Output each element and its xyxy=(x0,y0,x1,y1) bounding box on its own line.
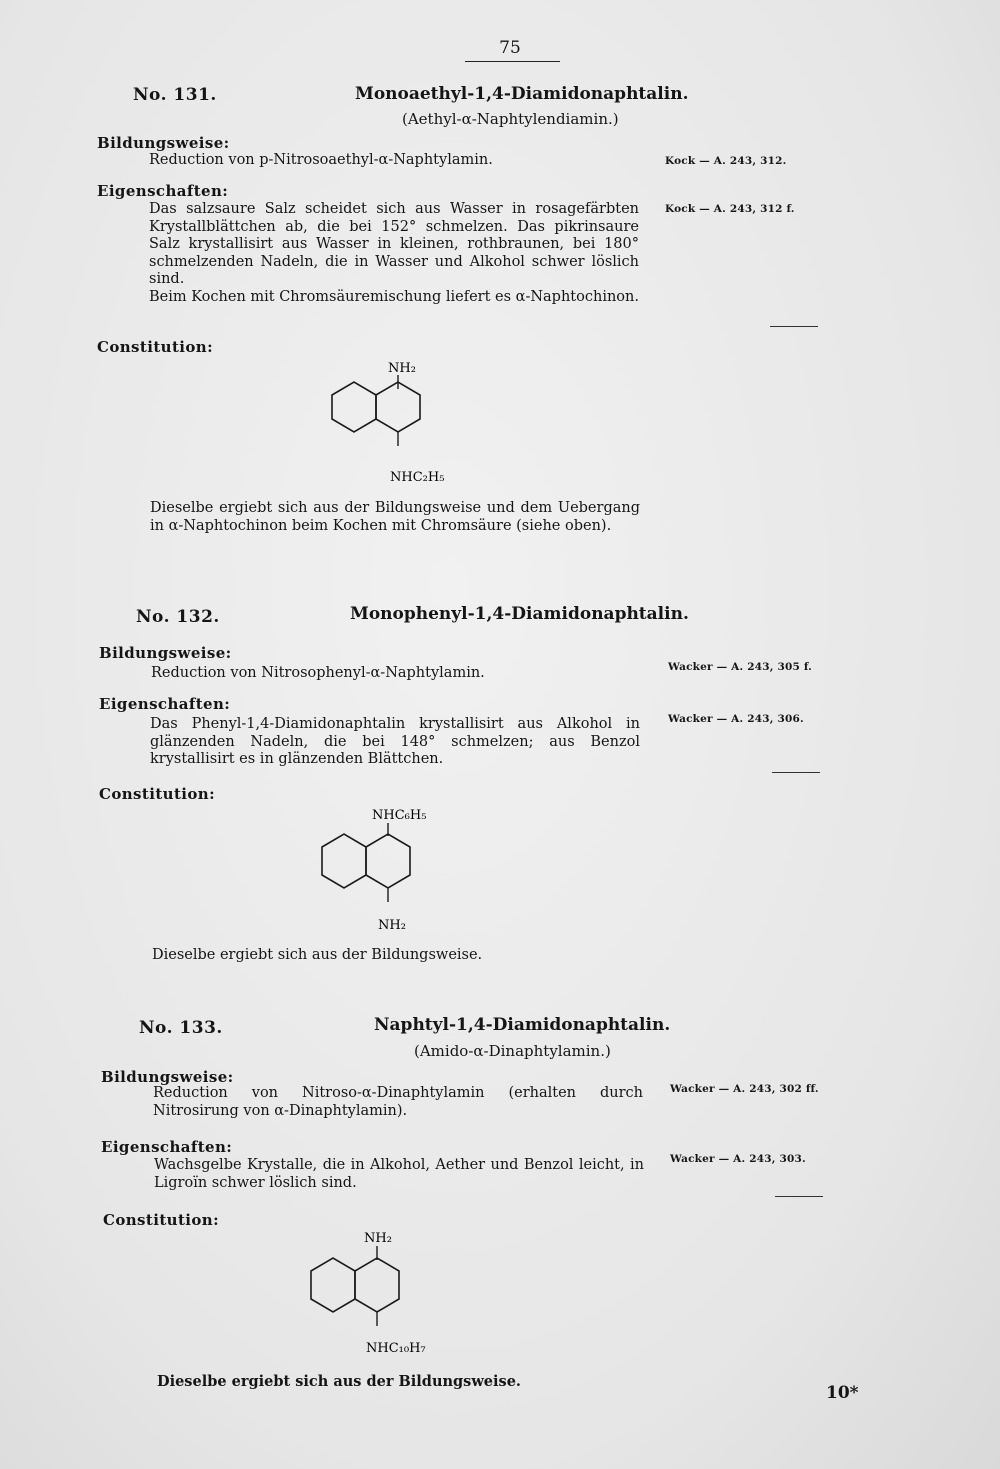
eigen-ref-131: Kock — A. 243, 312 f. xyxy=(665,203,795,215)
formula-top-132: NHC₆H₅ xyxy=(372,808,427,823)
eigen-text-132: Das Phenyl-1,4-Diamidonaphtalin krystallisirt aus Alkohol in glänzenden Nadeln, die bei 148° schmelzen; aus Benzol krystallisirt es in glänzenden Blättchen. xyxy=(150,716,640,767)
entry-number-133: No. 133. xyxy=(139,1018,223,1038)
eigen-label-131: Eigenschaften: xyxy=(97,182,229,200)
note-131: Dieselbe ergiebt sich aus der Bildungsweise und dem Uebergang in α-Naphtochinon beim Kochen mit Chromsäure (siehe oben). xyxy=(150,500,640,534)
naphthalene-ring-left xyxy=(332,382,376,432)
const-label-131: Constitution: xyxy=(97,338,214,356)
eigen-ref-133: Wacker — A. 243, 303. xyxy=(670,1153,806,1165)
formula-top-131: NH₂ xyxy=(388,361,416,376)
bildung-label-133: Bildungsweise: xyxy=(101,1068,234,1086)
bildung-text-132: Reduction von Nitrosophenyl-α-Naphtylamin. xyxy=(151,665,485,681)
entry-subtitle-131: (Aethyl-α-Naphtylendiamin.) xyxy=(402,110,619,128)
formula-bottom-131: NHC₂H₅ xyxy=(390,470,445,485)
note-132: Dieselbe ergiebt sich aus der Bildungsweise. xyxy=(152,947,483,963)
bildung-label-131: Bildungsweise: xyxy=(97,134,230,152)
naphthalene-ring-left xyxy=(322,834,366,888)
naphthalene-ring-right xyxy=(366,834,410,888)
header-rule xyxy=(465,61,560,62)
entry-number-131: No. 131. xyxy=(133,85,217,105)
entry-title-132: Monophenyl-1,4-Diamidonaphtalin. xyxy=(350,604,689,624)
section-rule-132 xyxy=(772,772,820,773)
structure-diagram-132 xyxy=(310,803,480,943)
section-rule-131 xyxy=(770,326,818,327)
bildung-text-133: Reduction von Nitroso-α-Dinaphtylamin (erhalten durch Nitrosirung von α-Dinaphtylamin). xyxy=(153,1085,643,1119)
section-rule-133 xyxy=(775,1196,823,1197)
eigen-text-131: Das salzsaure Salz scheidet sich aus Wasser in rosagefärbten Krystallblättchen ab, die bei 152° schmelzen. Das pikrinsaure Salz krystallisirt aus Wasser in kleinen, rothbraunen, bei 180° schmelzenden Nadeln, die in Wasser und Alkohol schwer löslich sind. xyxy=(149,201,639,287)
note-133: Dieselbe ergiebt sich aus der Bildungsweise. xyxy=(157,1373,521,1390)
const-label-133: Constitution: xyxy=(103,1211,220,1229)
formula-top-133: NH₂ xyxy=(364,1231,392,1246)
bildung-ref-131: Kock — A. 243, 312. xyxy=(665,155,787,167)
entry-subtitle-133: (Amido-α-Dinaphtylamin.) xyxy=(414,1042,611,1060)
bildung-ref-133: Wacker — A. 243, 302 ff. xyxy=(670,1083,819,1095)
naphthalene-ring-left xyxy=(311,1258,355,1312)
bildung-text-131: Reduction von p-Nitrosoaethyl-α-Naphtylamin. xyxy=(149,152,493,168)
bildung-ref-132: Wacker — A. 243, 305 f. xyxy=(668,661,813,673)
signature-mark: 10* xyxy=(826,1383,859,1403)
naphthalene-ring-right xyxy=(376,382,420,432)
page-number: 75 xyxy=(499,38,521,58)
const-label-132: Constitution: xyxy=(99,785,216,803)
structure-diagram-131 xyxy=(320,355,480,495)
eigen-label-133: Eigenschaften: xyxy=(101,1138,233,1156)
eigen-text2-131: Beim Kochen mit Chromsäuremischung liefert es α-Naphtochinon. xyxy=(149,289,639,305)
entry-title-133: Naphtyl-1,4-Diamidonaphtalin. xyxy=(374,1015,671,1035)
structure-diagram-133 xyxy=(300,1225,460,1365)
bildung-label-132: Bildungsweise: xyxy=(99,644,232,662)
entry-number-132: No. 132. xyxy=(136,607,220,627)
eigen-label-132: Eigenschaften: xyxy=(99,695,231,713)
formula-bottom-132: NH₂ xyxy=(378,918,406,933)
eigen-text-133: Wachsgelbe Krystalle, die in Alkohol, Aether und Benzol leicht, in Ligroïn schwer löslich sind. xyxy=(154,1157,644,1191)
naphthalene-ring-right xyxy=(355,1258,399,1312)
eigen-ref-132: Wacker — A. 243, 306. xyxy=(668,713,804,725)
entry-title-131: Monoaethyl-1,4-Diamidonaphtalin. xyxy=(355,84,689,104)
formula-bottom-133: NHC₁₀H₇ xyxy=(366,1341,426,1356)
